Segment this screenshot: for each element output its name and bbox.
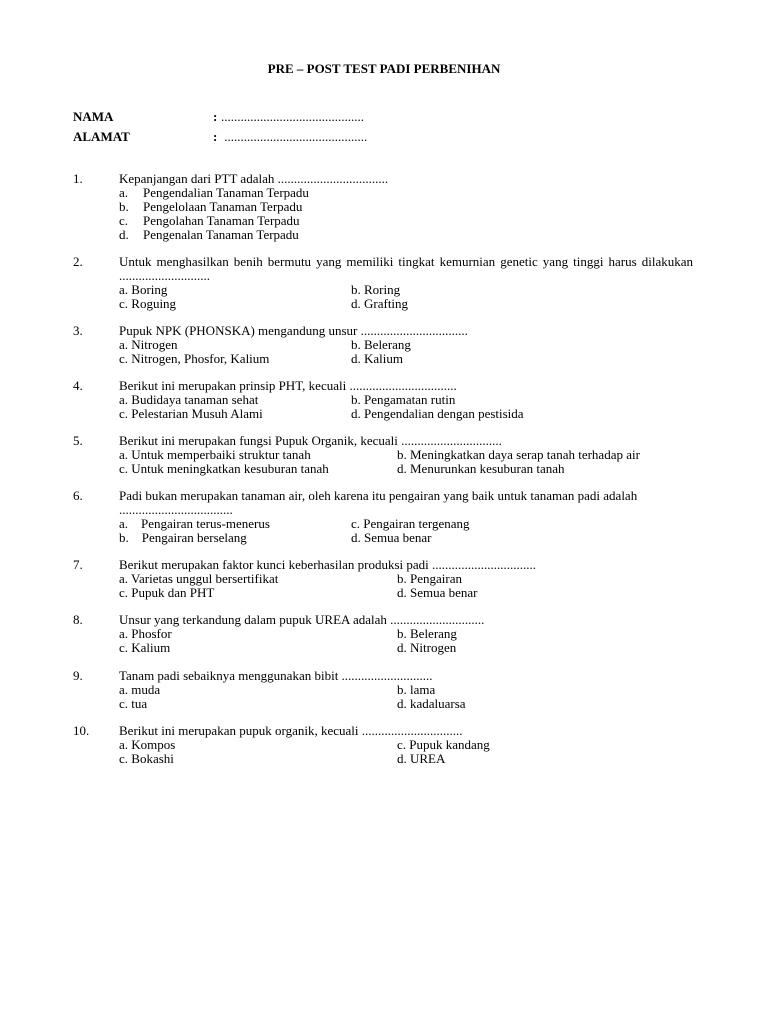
option-grid [119, 517, 693, 545]
option-item: a. Nitrogen [119, 337, 178, 352]
option-item: a. Varietas unggul bersertifikat [119, 571, 279, 586]
option-item: d. kadaluarsa [397, 696, 466, 711]
question-6 [73, 489, 693, 545]
question-7 [73, 558, 693, 600]
option-item: a. muda [119, 682, 161, 697]
field-label: ALAMAT [73, 129, 130, 144]
option-item: a. Kompos [119, 737, 176, 752]
option-letter: c. [119, 213, 129, 228]
question-3 [73, 324, 693, 366]
option-item: c. Roguing [119, 296, 177, 311]
option-letter: b. [119, 199, 129, 214]
field-colon: : [213, 109, 218, 124]
question-number: 6. [73, 488, 83, 503]
field-alamat [73, 130, 367, 144]
option-item: d. Grafting [351, 296, 409, 311]
option-text: Pengolahan Tanaman Terpadu [143, 213, 300, 228]
option-item: c. Pupuk kandang [397, 737, 490, 752]
option-item: d. Nitrogen [397, 640, 457, 655]
question-text: Berikut ini merupakan pupuk organik, kecuali ............................... [119, 723, 463, 738]
option-grid [119, 738, 693, 766]
option-grid [119, 283, 693, 311]
option-item: c. Kalium [119, 640, 171, 655]
question-5 [73, 434, 693, 476]
option-item [119, 214, 693, 228]
option-item: b. Belerang [351, 337, 411, 352]
field-nama [73, 110, 364, 124]
option-text: Pengelolaan Tanaman Terpadu [143, 199, 303, 214]
option-item: c. Pelestarian Musuh Alami [119, 406, 263, 421]
question-number: 9. [73, 668, 83, 683]
question-text: Berikut merupakan faktor kunci keberhasilan produksi padi ................................ [119, 557, 536, 572]
question-1 [73, 172, 693, 242]
question-number: 1. [73, 171, 83, 186]
option-letter: a. [119, 185, 129, 200]
question-4 [73, 379, 693, 421]
option-item: c. Pengairan tergenang [351, 516, 470, 531]
option-text: Pengenalan Tanaman Terpadu [143, 227, 299, 242]
option-text: Pengendalian Tanaman Terpadu [143, 185, 309, 200]
question-8 [73, 613, 693, 655]
question-text: Berikut ini merupakan prinsip PHT, kecuali ................................. [119, 378, 457, 393]
option-grid [119, 393, 693, 421]
option-grid [119, 448, 693, 476]
question-number: 3. [73, 323, 83, 338]
option-item: b. Roring [351, 282, 401, 297]
option-item: c. Nitrogen, Phosfor, Kalium [119, 351, 270, 366]
option-item [119, 186, 693, 200]
option-item: a. Pengairan terus-menerus [119, 516, 270, 531]
question-text: Untuk menghasilkan benih bermutu yang memiliki tingkat kemurnian genetic yang tinggi harus dilakukan ............................ [119, 254, 693, 283]
option-item [119, 228, 693, 242]
option-item: a. Boring [119, 282, 168, 297]
question-10 [73, 724, 693, 766]
question-text: Berikut ini merupakan fungsi Pupuk Organik, kecuali ............................... [119, 433, 502, 448]
option-item: c. tua [119, 696, 148, 711]
option-item [119, 200, 693, 214]
question-text: Pupuk NPK (PHONSKA) mengandung unsur ................................. [119, 323, 468, 338]
option-item: d. UREA [397, 751, 446, 766]
field-label: NAMA [73, 109, 114, 124]
option-item: b. Pengamatan rutin [351, 392, 456, 407]
option-grid [119, 572, 693, 600]
question-9 [73, 669, 693, 711]
option-item: c. Untuk meningkatkan kesuburan tanah [119, 461, 329, 476]
option-list [119, 186, 693, 242]
option-item: b. lama [397, 682, 436, 697]
option-item: b. Pengairan berselang [119, 530, 247, 545]
question-text: Padi bukan merupakan tanaman air, oleh karena itu pengairan yang baik untuk tanaman padi adalah ................................... [119, 488, 638, 517]
question-number: 10. [73, 723, 90, 738]
question-number: 2. [73, 254, 83, 269]
option-item: a. Phosfor [119, 626, 172, 641]
option-item: d. Pengendalian dengan pestisida [351, 406, 524, 421]
question-number: 7. [73, 557, 83, 572]
question-text: Kepanjangan dari PTT adalah .................................. [119, 171, 389, 186]
option-item: c. Pupuk dan PHT [119, 585, 215, 600]
question-text: Tanam padi sebaiknya menggunakan bibit ............................ [119, 668, 433, 683]
option-item: b. Pengairan [397, 571, 462, 586]
page-title: PRE – POST TEST PADI PERBENIHAN [267, 61, 501, 76]
field-colon: : [213, 129, 218, 144]
question-2 [73, 255, 693, 311]
option-grid [119, 683, 693, 711]
option-item: b. Belerang [397, 626, 457, 641]
question-number: 5. [73, 433, 83, 448]
option-grid [119, 338, 693, 366]
option-item: d. Menurunkan kesuburan tanah [397, 461, 565, 476]
option-item: d. Semua benar [397, 585, 478, 600]
field-blank: ............................................ [221, 129, 368, 144]
question-text: Unsur yang terkandung dalam pupuk UREA adalah ............................. [119, 612, 485, 627]
option-item: a. Budidaya tanaman sehat [119, 392, 259, 407]
option-letter: d. [119, 227, 129, 242]
field-blank: ............................................ [221, 109, 364, 124]
option-item: d. Kalium [351, 351, 403, 366]
option-item: a. Untuk memperbaiki struktur tanah [119, 447, 311, 462]
option-grid [119, 627, 693, 655]
question-number: 8. [73, 612, 83, 627]
option-item: c. Bokashi [119, 751, 174, 766]
option-item: b. Meningkatkan daya serap tanah terhadap air [397, 447, 640, 462]
question-number: 4. [73, 378, 83, 393]
option-item: d. Semua benar [351, 530, 432, 545]
